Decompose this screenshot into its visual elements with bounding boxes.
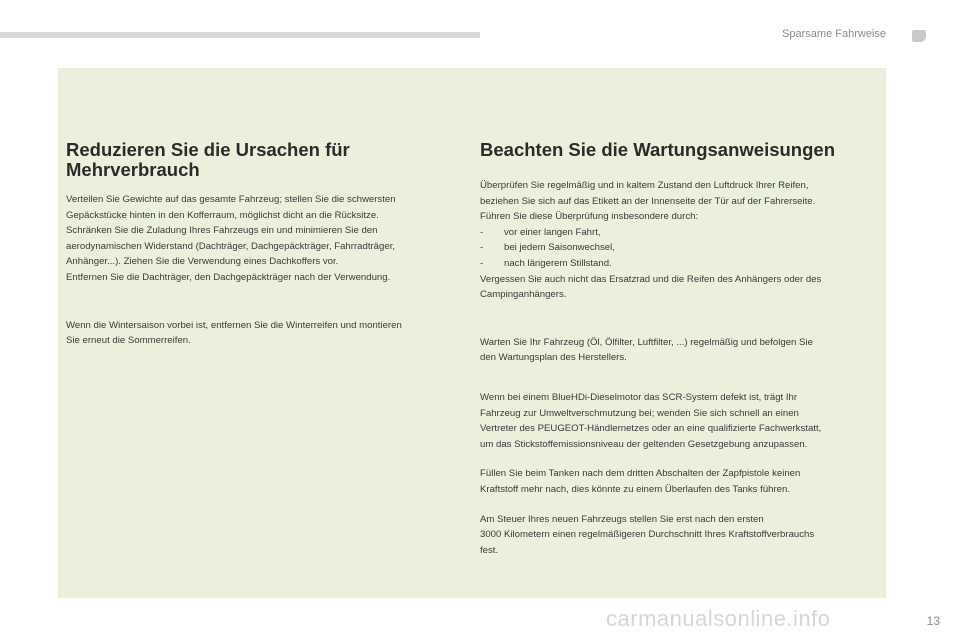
chapter-marker-icon bbox=[912, 30, 926, 42]
right-column bbox=[480, 140, 872, 558]
list-dash: - bbox=[480, 242, 484, 254]
spacer bbox=[480, 498, 872, 512]
paragraph-weight-distribution: Verteilen Sie Gewichte auf das gesamte Fahrzeug; stellen Sie die schwersten Gepäckstücke hinten in den Kofferraum, möglichst dicht an die Rücksitze. Schränken Sie die Zuladung Ihres Fahrzeugs ein und minimieren Sie den aerodynamischen Widerstand (Dachträger, Dachgepäckträger, Fahrradträger, Anhänger...). Ziehen Sie die Verwendung eines Dachkoffers vor. Entfernen Sie die Dachträger, den Dachgepäckträger nach der Verwendung. bbox=[66, 194, 396, 283]
tyre-check-list bbox=[480, 225, 872, 272]
list-item-text: vor einer langen Fahrt, bbox=[504, 226, 601, 238]
spacer bbox=[66, 286, 446, 318]
paragraph-tyre-pressure: Überprüfen Sie regelmäßig und in kaltem Zustand den Luftdruck Ihrer Reifen, beziehen Sie sich auf das Etikett an der Innenseite der Tür auf der Fahrerseite. Führen Sie diese Überprüfung insbesondere durch: bbox=[480, 180, 816, 223]
spacer bbox=[480, 452, 872, 466]
paragraph-winter-tyres: Wenn die Wintersaison vorbei ist, entfernen Sie die Winterreifen und montieren Sie erneut die Sommerreifen. bbox=[66, 319, 402, 347]
spacer bbox=[480, 366, 872, 390]
page-number: 13 bbox=[926, 614, 940, 628]
list-item-text: nach längerem Stillstand. bbox=[504, 257, 612, 269]
list-item-text: bei jedem Saisonwechsel, bbox=[504, 242, 615, 254]
paragraph-new-vehicle: Am Steuer Ihres neuen Fahrzeugs stellen Sie erst nach den ersten 3000 Kilometern einen regelmäßigeren Durchschnitt Ihres Kraftstoffverbrauchs fest. bbox=[480, 513, 815, 556]
content-panel bbox=[58, 68, 886, 598]
header-bar bbox=[0, 32, 480, 38]
watermark: carmanualsonline.info bbox=[606, 606, 831, 631]
section-heading-maintenance: Beachten Sie die Wartungsanweisungen bbox=[480, 139, 835, 160]
paragraph-refuelling: Füllen Sie beim Tanken nach dem dritten Abschalten der Zapfpistole keinen Kraftstoff mehr nach, dies könnte zu einem Überlaufen des Tanks führen. bbox=[480, 468, 801, 495]
list-item bbox=[480, 225, 872, 241]
spacer bbox=[480, 303, 872, 335]
list-dash: - bbox=[480, 226, 484, 238]
section-heading-reduce-consumption: Reduzieren Sie die Ursachen für Mehrverbrauch bbox=[66, 139, 350, 180]
list-dash: - bbox=[480, 257, 484, 269]
list-item bbox=[480, 256, 872, 272]
paragraph-service-plan: Warten Sie Ihr Fahrzeug (Öl, Ölfilter, Luftfilter, ...) regelmäßig und befolgen Sie den Wartungsplan des Herstellers. bbox=[480, 336, 813, 364]
paragraph-spare-wheel: Vergessen Sie auch nicht das Ersatzrad und die Reifen des Anhängers oder des Campinganhängers. bbox=[480, 273, 822, 301]
chapter-title: Sparsame Fahrweise bbox=[782, 28, 886, 40]
list-item bbox=[480, 240, 872, 256]
left-column bbox=[66, 140, 446, 349]
paragraph-scr-system: Wenn bei einem BlueHDi-Dieselmotor das SCR-System defekt ist, trägt Ihr Fahrzeug zur Umweltverschmutzung bei; wenden Sie sich schnell an einen Vertreter des PEUGEOT-Händlernetzes oder an eine qualifizierte Fachwerkstatt, um das Stickstoffemissionsniveau der geltenden Gesetzgebung anzupassen. bbox=[480, 391, 822, 450]
